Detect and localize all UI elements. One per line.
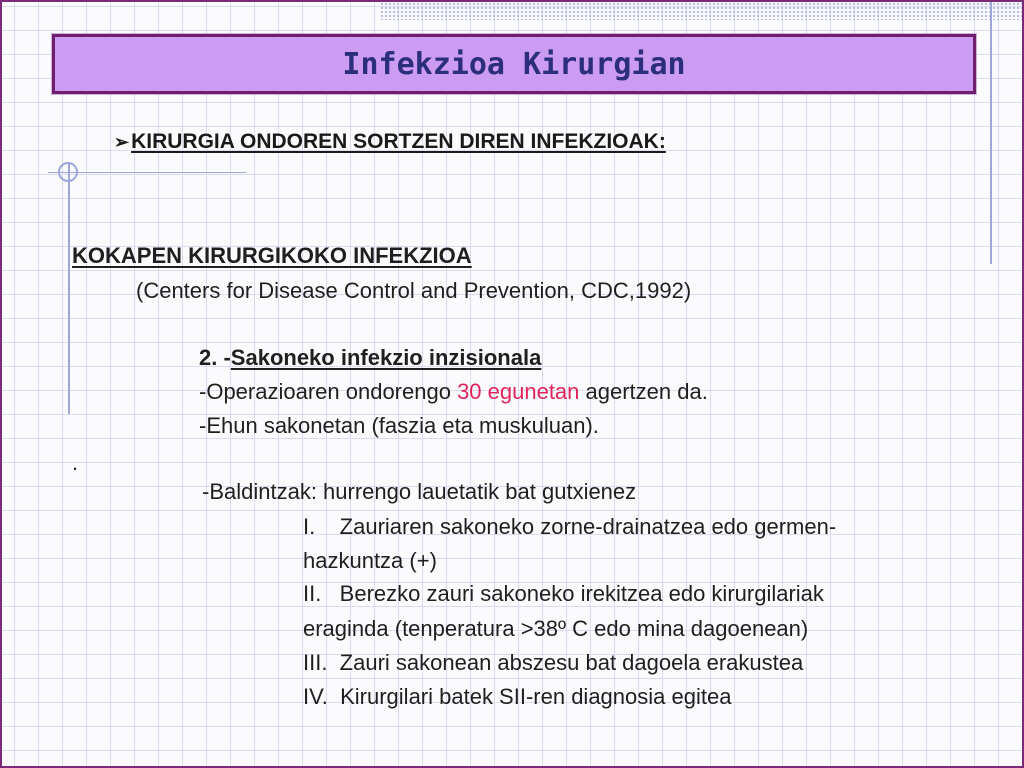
section-heading-text: KIRURGIA ONDOREN SORTZEN DIREN INFEKZIOAK: (131, 130, 666, 153)
condition-line: I. Zauriaren sakoneko zorne-drainatzea edo germen- (303, 514, 837, 539)
stray-dot: . (72, 450, 79, 475)
title-banner (52, 34, 976, 94)
conditions-intro: -Baldintzak: hurrengo lauetatik bat gutxienez (202, 479, 637, 504)
condition-line: II. Berezko zauri sakoneko irekitzea edo kirurgilariak (303, 581, 824, 606)
item-detail (199, 381, 708, 403)
item-name: Sakoneko infekzio inzisionala (230, 345, 542, 370)
section-heading (114, 130, 666, 154)
condition-line: III. Zauri sakonean abszesu bat dagoela erakustea (303, 650, 804, 675)
dotted-pattern (380, 2, 1022, 20)
item-number: 2. - (199, 345, 231, 370)
crosshair-decoration-icon (58, 162, 78, 182)
item-title (199, 347, 541, 369)
condition-line: hazkuntza (+) (303, 548, 437, 573)
detail-text: -Operazioaren ondorengo (199, 379, 458, 404)
item-detail: -Ehun sakonetan (faszia eta muskuluan). (199, 413, 599, 438)
source-citation: (Centers for Disease Control and Prevention, CDC,1992) (136, 278, 692, 303)
condition-line: eraginda (tenperatura >38º C edo mina dagoenean) (303, 616, 809, 641)
decorative-line (990, 2, 992, 264)
decorative-line (68, 162, 70, 414)
detail-text: agertzen da. (579, 379, 708, 404)
condition-line: IV. Kirurgilari batek SII-ren diagnosia egitea (303, 684, 732, 709)
arrow-bullet-icon: ➢ (114, 132, 130, 152)
highlight-text: 30 egunetan (457, 379, 580, 404)
subsection-title: KOKAPEN KIRURGIKOKO INFEKZIOA (72, 243, 472, 268)
slide-title: Infekzioa Kirurgian (342, 46, 686, 82)
